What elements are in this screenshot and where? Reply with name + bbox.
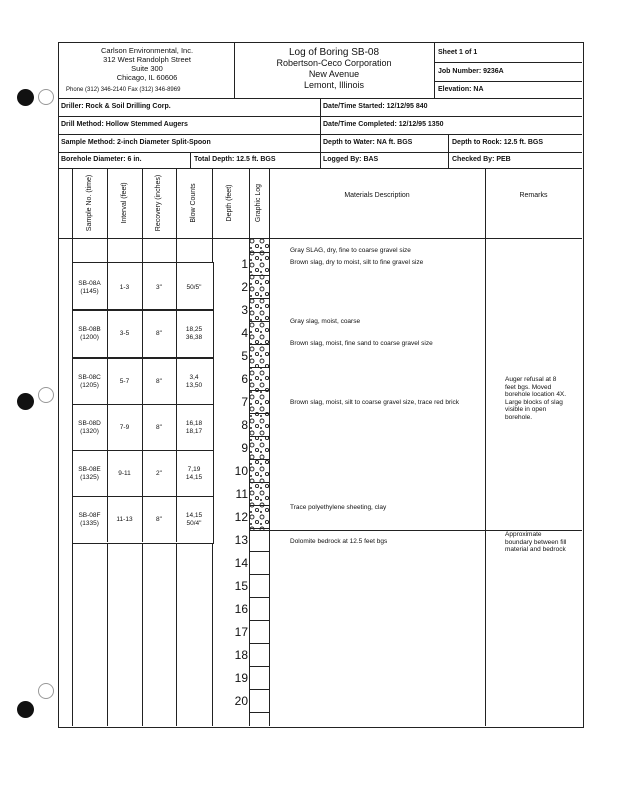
- remark: Approximate boundary between fill material and bedrock: [505, 531, 567, 553]
- client-name: Robertson-Ceco Corporation: [276, 58, 392, 68]
- depth-label: 7: [241, 395, 248, 409]
- material-description: Brown slag, dry to moist, silt to fine gravel size: [290, 259, 424, 266]
- depth-label: 10: [234, 464, 248, 478]
- sample-time: (1335): [80, 520, 99, 527]
- job-number: Job Number: 9236A: [438, 68, 504, 75]
- col-interval: Interval (feet): [121, 182, 128, 224]
- sample-interval: 11-13: [116, 516, 133, 523]
- binder-ring-bottom: [38, 683, 54, 699]
- company-suite: Suite 300: [131, 64, 163, 73]
- depth-label: 2: [241, 280, 248, 294]
- sample-time: (1145): [80, 288, 99, 295]
- sample-blows: 36,38: [185, 334, 203, 341]
- sample-blows: 16,18: [185, 420, 203, 427]
- logged-by: Logged By: BAS: [323, 156, 379, 163]
- elevation: Elevation: NA: [438, 86, 484, 93]
- sample-blows: 50/4": [186, 520, 202, 527]
- binder-hole-top: [17, 89, 34, 106]
- sample-interval: 7-9: [119, 424, 130, 431]
- col-remarks: Remarks: [519, 192, 548, 199]
- total-depth: Total Depth: 12.5 ft. BGS: [194, 156, 276, 163]
- depth-label: 13: [234, 533, 248, 547]
- sample-blows: 18,25: [185, 326, 203, 333]
- depth-label: 3: [241, 303, 248, 317]
- sample-time: (1320): [80, 428, 99, 435]
- sample-blows: 14,15: [185, 512, 203, 519]
- depth-label: 14: [234, 556, 248, 570]
- sample-recovery: 2": [156, 470, 162, 477]
- depth-label: 19: [234, 671, 248, 685]
- material-description: Gray SLAG, dry, fine to coarse gravel size: [290, 247, 411, 254]
- date-completed: Date/Time Completed: 12/12/95 1350: [323, 121, 444, 128]
- sample-blows: 7,19: [187, 466, 201, 473]
- col-sample-no: Sample No. (time): [86, 174, 93, 232]
- sheet-number: Sheet 1 of 1: [438, 49, 478, 56]
- sample-blows: 14,15: [185, 474, 203, 481]
- site-city: Lemont, Illinois: [303, 80, 365, 90]
- material-description: Brown slag, moist, fine sand to coarse gravel size: [290, 340, 433, 347]
- date-started: Date/Time Started: 12/12/95 840: [323, 103, 428, 110]
- sample-recovery: 8": [156, 424, 162, 431]
- sample-time: (1200): [80, 334, 99, 341]
- sample-interval: 5-7: [119, 378, 130, 385]
- company-city: Chicago, IL 60606: [116, 73, 178, 82]
- sample-recovery: 3": [156, 284, 162, 291]
- depth-label: 16: [234, 602, 248, 616]
- material-description: Brown slag, moist, silt to coarse gravel size, trace red brick: [290, 399, 460, 406]
- depth-label: 4: [241, 326, 248, 340]
- sample-blows: 50/5": [186, 284, 202, 291]
- company-phone: Phone (312) 346-2140 Fax (312) 346-8969: [66, 87, 181, 93]
- binder-hole-middle: [17, 393, 34, 410]
- depth-label: 15: [234, 579, 248, 593]
- binder-ring-top: [38, 89, 54, 105]
- sample-recovery: 8": [156, 378, 162, 385]
- sample-time: (1325): [80, 474, 99, 481]
- col-graphic-log: Graphic Log: [255, 183, 262, 223]
- depth-label: 17: [234, 625, 248, 639]
- material-description: Trace polyethylene sheeting, clay: [290, 504, 387, 511]
- sample-id: SB-08F: [78, 512, 101, 519]
- col-materials: Materials Description: [344, 192, 410, 199]
- sample-interval: 3-5: [119, 330, 130, 337]
- sample-time: (1205): [80, 382, 99, 389]
- sample-id: SB-08D: [78, 420, 101, 427]
- checked-by: Checked By: PEB: [452, 156, 511, 163]
- sample-interval: 1-3: [119, 284, 130, 291]
- sample-id: SB-08E: [78, 466, 101, 473]
- sample-blows: 18,17: [185, 428, 203, 435]
- borehole-diameter: Borehole Diameter: 6 in.: [61, 156, 142, 163]
- material-description: Gray slag, moist, coarse: [290, 318, 361, 325]
- col-depth: Depth (feet): [226, 184, 233, 222]
- sample-method: Sample Method: 2-inch Diameter Split-Spoon: [61, 139, 211, 146]
- sample-id: SB-08B: [78, 326, 101, 333]
- col-recovery: Recovery (inches): [155, 174, 162, 232]
- company-name: Carlson Environmental, Inc.: [100, 46, 194, 55]
- depth-label: 12: [234, 510, 248, 524]
- depth-label: 11: [235, 487, 248, 501]
- sample-recovery: 8": [156, 516, 162, 523]
- remark: Auger refusal at 8 feet bgs. Moved borehole location 4X. Large blocks of slag visible in open borehole.: [505, 376, 567, 421]
- site-street: New Avenue: [308, 69, 360, 79]
- depth-label: 9: [241, 441, 248, 455]
- sample-blows: 13,50: [185, 382, 203, 389]
- company-street: 312 West Randolph Street: [103, 55, 191, 64]
- binder-hole-bottom: [17, 701, 34, 718]
- sample-id: SB-08C: [78, 374, 101, 381]
- driller: Driller: Rock & Soil Drilling Corp.: [61, 103, 171, 110]
- depth-label: 18: [234, 648, 248, 662]
- log-title: Log of Boring SB-08: [288, 47, 380, 58]
- sample-recovery: 8": [156, 330, 162, 337]
- drill-method: Drill Method: Hollow Stemmed Augers: [61, 121, 188, 128]
- col-blow-counts: Blow Counts: [190, 183, 197, 223]
- sample-id: SB-08A: [78, 280, 101, 287]
- graphic-log-slag: [249, 238, 269, 530]
- depth-to-rock: Depth to Rock: 12.5 ft. BGS: [452, 139, 544, 146]
- material-description: Dolomite bedrock at 12.5 feet bgs: [290, 538, 388, 545]
- binder-ring-middle: [38, 387, 54, 403]
- sample-interval: 9-11: [118, 470, 131, 477]
- depth-label: 6: [241, 372, 248, 386]
- depth-label: 1: [241, 257, 248, 271]
- depth-label: 8: [241, 418, 248, 432]
- sample-blows: 3,4: [189, 374, 199, 381]
- depth-to-water: Depth to Water: NA ft. BGS: [323, 139, 413, 146]
- depth-label: 5: [241, 349, 248, 363]
- depth-label: 20: [234, 694, 248, 708]
